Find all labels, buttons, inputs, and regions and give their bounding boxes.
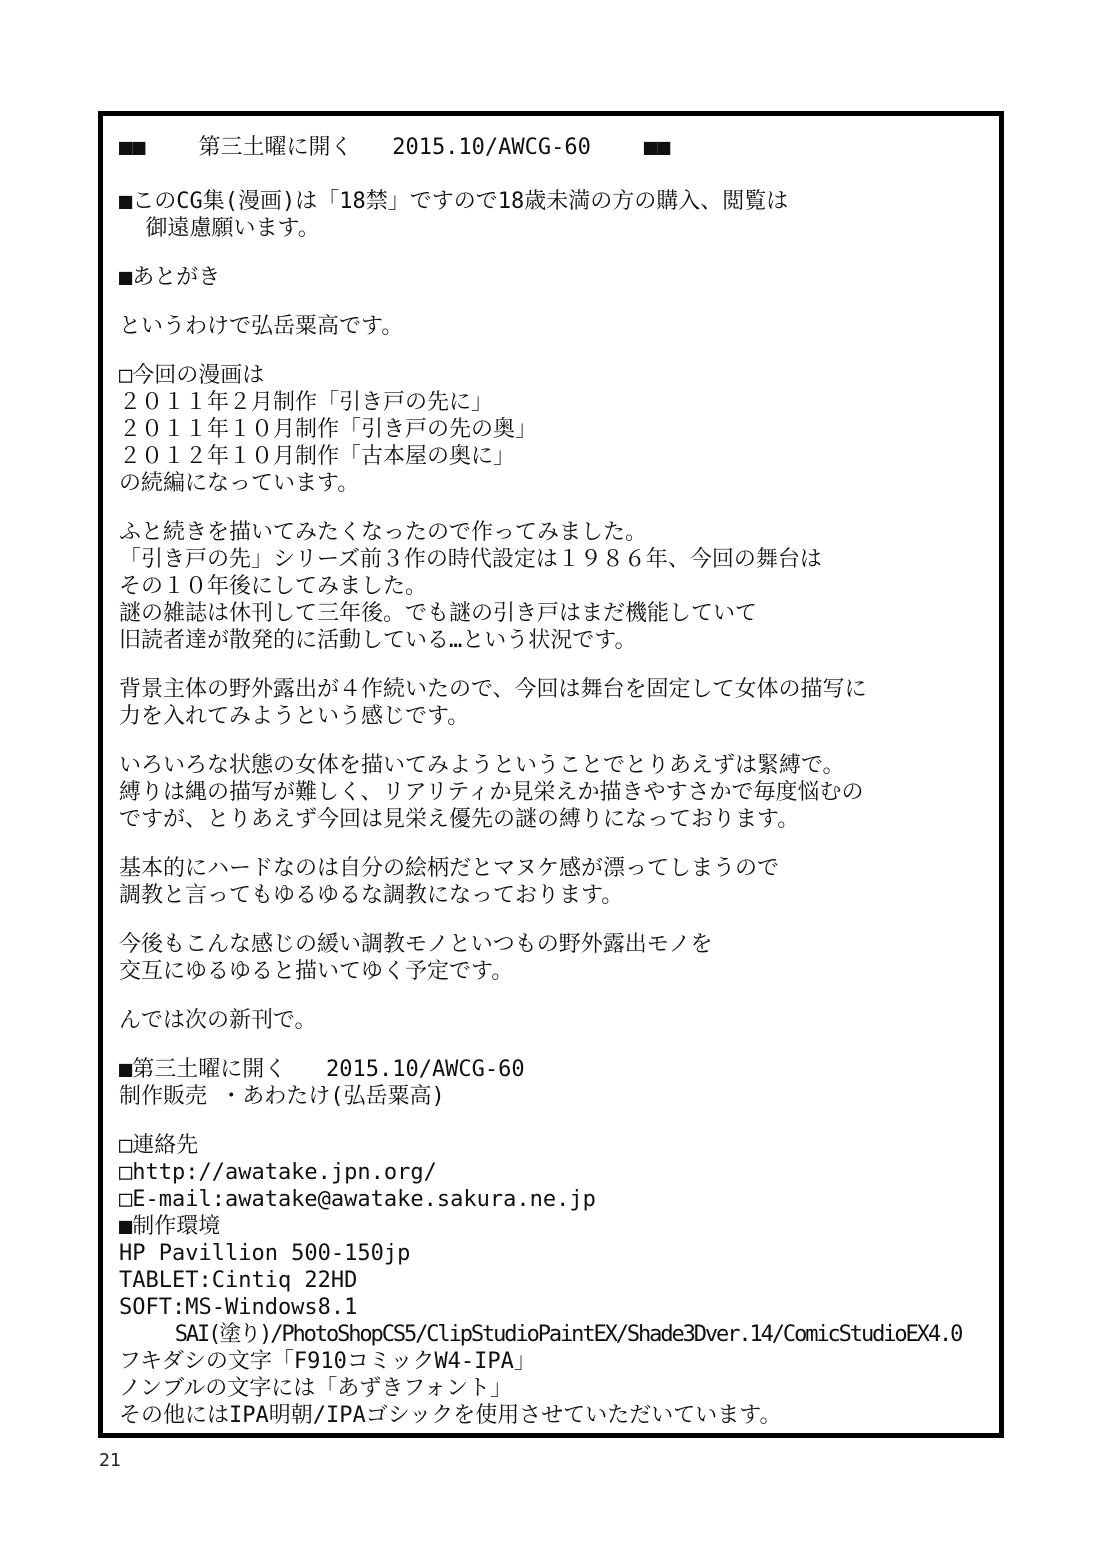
pc-model: HP Pavillion 500-150jp xyxy=(119,1241,411,1266)
software-list: SAI(塗り)/PhotoShopCS5/ClipStudioPaintEX/Shade3Dver.14/ComicStudioEX4.0 xyxy=(119,1322,962,1347)
paragraph-header xyxy=(119,134,989,161)
theme-line-1: 背景主体の野外露出が４作続いたので、今回は舞台を固定して女体の描写に xyxy=(119,677,867,702)
paragraph-tone-notes xyxy=(119,855,989,909)
page-number: 21 xyxy=(99,1450,121,1471)
theme-line-2: 力を入れてみようという感じです。 xyxy=(119,704,470,729)
plans-line-1: 今後もこんな感じの緩い調教モノといつもの野外露出モノを xyxy=(119,932,713,957)
production-environment-heading: ■制作環境 xyxy=(119,1214,221,1239)
tone-line-1: 基本的にハードなのは自分の絵柄だとマヌケ感が漂ってしまうので xyxy=(119,856,780,881)
paragraph-future-plans xyxy=(119,931,989,985)
paragraph-setting-notes xyxy=(119,519,989,654)
afterword-heading: ■あとがき xyxy=(119,265,221,290)
bondage-line-3: ですが、とりあえず今回は見栄え優先の謎の縛りになっております。 xyxy=(119,807,800,832)
bondage-line-2: 縛りは縄の描写が難しく、リアリティか見栄えか描きやすさかで毎度悩むの xyxy=(119,780,864,805)
closing-line: んでは次の新刊で。 xyxy=(119,1008,317,1033)
paragraph-closing xyxy=(119,1007,989,1034)
contact-heading: □連絡先 xyxy=(119,1133,199,1158)
paragraph-current-work xyxy=(119,362,989,497)
paragraph-contact-environment xyxy=(119,1132,989,1429)
afterword-frame xyxy=(98,111,1004,1438)
age-restriction-line: ■このCG集(漫画)は「18禁」ですので18歳未満の方の購入、閲覧は xyxy=(119,189,789,214)
paragraph-theme-notes xyxy=(119,676,989,730)
greeting-line: というわけで弘岳粟高です。 xyxy=(119,314,404,339)
email-address: □E-mail:awatake@awatake.sakura.ne.jp xyxy=(119,1187,596,1212)
header-title-line: ■■ 第三土曜に開く 2015.10/AWCG-60 ■■ xyxy=(119,135,671,160)
colophon-title-line: ■第三土曜に開く 2015.10/AWCG-60 xyxy=(119,1057,525,1082)
paragraph-bondage-notes xyxy=(119,752,989,833)
era-setting-line: 「引き戸の先」シリーズ前３作の時代設定は１９８６年、今回の舞台は xyxy=(119,547,822,572)
page-number-font-note: ノンブルの文字には「あずきフォント」 xyxy=(119,1376,513,1401)
readers-status-line: 旧読者達が散発的に活動している…という状況です。 xyxy=(119,628,637,653)
work-2012-10: ２０１２年１０月制作「古本屋の奥に」 xyxy=(119,444,516,469)
paragraph-colophon xyxy=(119,1056,989,1110)
motivation-line: ふと続きを描いてみたくなったので作ってみました。 xyxy=(119,520,648,545)
tablet-model: TABLET:Cintiq 22HD xyxy=(119,1268,358,1293)
balloon-font-note: フキダシの文字「F910コミックW4-IPA」 xyxy=(119,1349,536,1374)
other-fonts-note: その他にはIPA明朝/IPAゴシックを使用させていただいています。 xyxy=(119,1403,782,1428)
work-2011-02: ２０１１年２月制作「引き戸の先に」 xyxy=(119,390,494,415)
work-2011-10: ２０１１年１０月制作「引き戸の先の奥」 xyxy=(119,417,538,442)
paragraph-afterword-heading xyxy=(119,264,989,291)
sequel-note: の続編になっています。 xyxy=(119,471,360,496)
tone-line-2: 調教と言ってもゆるゆるな調教になっております。 xyxy=(119,883,624,908)
os-name: SOFT:MS-Windows8.1 xyxy=(119,1295,358,1320)
magazine-status-line: 謎の雑誌は休刊して三年後。でも謎の引き戸はまだ機能していて xyxy=(119,601,758,626)
ten-years-later-line: その１０年後にしてみました。 xyxy=(119,574,428,599)
paragraph-greeting xyxy=(119,313,989,340)
age-restriction-line-cont: 御遠慮願います。 xyxy=(119,216,320,241)
current-work-heading: □今回の漫画は xyxy=(119,363,265,388)
paragraph-age-notice xyxy=(119,188,989,242)
website-url: □http://awatake.jpn.org/ xyxy=(119,1160,437,1185)
bondage-line-1: いろいろな状態の女体を描いてみようということでとりあえずは緊縛で。 xyxy=(119,753,845,778)
colophon-publisher-line: 制作販売 ・あわたけ(弘岳粟高) xyxy=(119,1084,445,1109)
plans-line-2: 交互にゆるゆると描いてゆく予定です。 xyxy=(119,959,514,984)
